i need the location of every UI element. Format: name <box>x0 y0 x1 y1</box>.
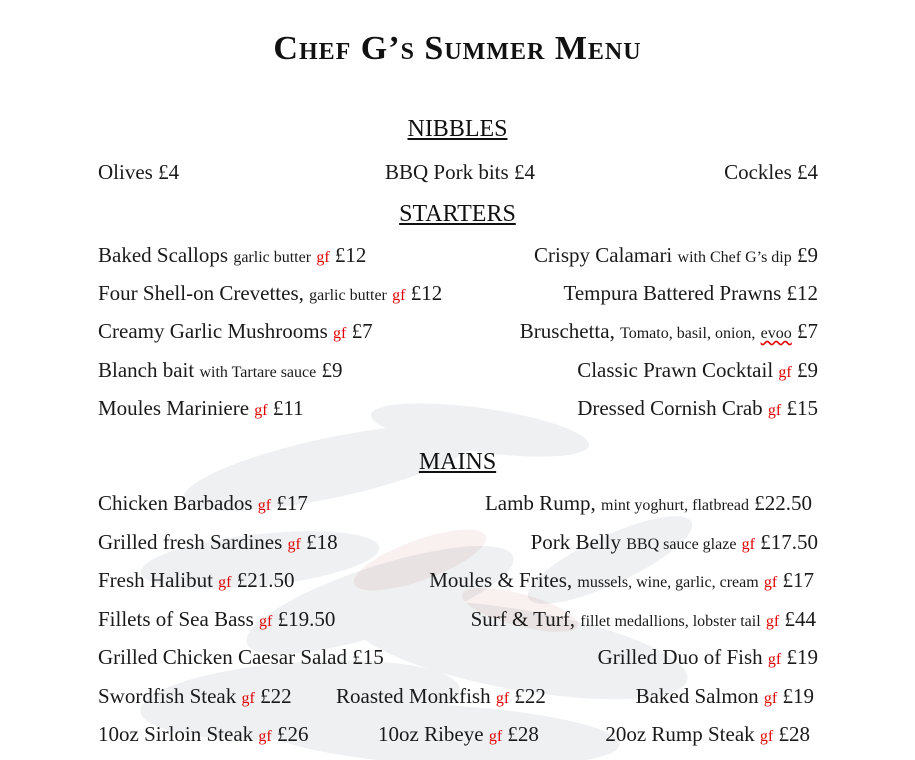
starters-row-5 <box>98 396 818 426</box>
menu-item-10oz-ribeye: 10oz Ribeye gf £28 <box>378 722 539 746</box>
mains-row-4 <box>98 607 818 637</box>
starters-row-2 <box>98 281 818 311</box>
menu-item-20oz-rump-steak: 20oz Rump Steak gf £28 <box>605 722 810 746</box>
mains-row-1 <box>98 491 818 521</box>
menu-item-creamy-garlic-mushrooms: Creamy Garlic Mushrooms gf £7 <box>98 319 373 343</box>
menu-item-four-shell-on-crevettes: Four Shell-on Crevettes, garlic butter gf £12 <box>98 281 443 305</box>
menu-item-dressed-cornish-crab: Dressed Cornish Crab gf £15 <box>577 396 818 420</box>
starters-heading: STARTERS <box>399 201 516 227</box>
menu-item-blanch-bait: Blanch bait with Tartare sauce £9 <box>98 358 343 382</box>
menu-item-baked-scallops: Baked Scallops garlic butter gf £12 <box>98 243 367 267</box>
mains-row-2 <box>98 530 818 560</box>
menu-title: Chef G’s Summer Menu <box>273 30 642 67</box>
starters-row-4 <box>98 358 818 388</box>
menu-item-tempura-battered-prawns: Tempura Battered Prawns £12 <box>563 281 818 305</box>
menu-item-baked-salmon: Baked Salmon gf £19 <box>635 684 814 708</box>
menu-item-fresh-halibut: Fresh Halibut gf £21.50 <box>98 568 295 592</box>
mains-heading: MAINS <box>418 449 497 475</box>
menu-item-grilled-fresh-sardines: Grilled fresh Sardines gf £18 <box>98 530 338 554</box>
menu-item-swordfish-steak: Swordfish Steak gf £22 <box>98 684 292 708</box>
menu-item-grilled-duo-of-fish: Grilled Duo of Fish gf £19 <box>597 645 818 669</box>
menu-item-10oz-sirloin-steak: 10oz Sirloin Steak gf £26 <box>98 722 309 746</box>
menu-item-moules-frites: Moules & Frites, mussels, wine, garlic, cream gf £17 <box>429 568 814 592</box>
nibbles-heading: NIBBLES <box>407 116 508 142</box>
menu-item-lamb-rump: Lamb Rump, mint yoghurt, flatbread £22.50 <box>484 491 812 515</box>
menu-item-chicken-barbados: Chicken Barbados gf £17 <box>98 491 308 515</box>
menu-item-grilled-chicken-caesar-salad: Grilled Chicken Caesar Salad £15 <box>98 645 384 669</box>
menu-item-crispy-calamari: Crispy Calamari with Chef G’s dip £9 <box>534 243 818 267</box>
nibbles-row <box>98 160 818 190</box>
menu-item-fillets-of-sea-bass: Fillets of Sea Bass gf £19.50 <box>98 607 336 631</box>
mains-row-6 <box>98 684 818 714</box>
menu-item-classic-prawn-cocktail: Classic Prawn Cocktail gf £9 <box>577 358 818 382</box>
menu-item-moules-mariniere: Moules Mariniere gf £11 <box>98 396 304 420</box>
menu-item-roasted-monkfish: Roasted Monkfish gf £22 <box>336 684 546 708</box>
menu-item-olives: Olives £4 <box>98 160 180 184</box>
menu-item-bruschetta: Bruschetta, Tomato, basil, onion, evoo £7 <box>519 319 818 343</box>
mains-row-5 <box>98 645 818 675</box>
menu-item-surf-and-turf: Surf & Turf, fillet medallions, lobster tail gf £44 <box>470 607 816 631</box>
menu-item-bbq-pork-bits: BBQ Pork bits £4 <box>385 160 535 184</box>
menu-item-cockles: Cockles £4 <box>724 160 818 184</box>
mains-row-7 <box>98 722 818 752</box>
starters-row-1 <box>98 243 818 273</box>
mains-row-3 <box>98 568 818 598</box>
starters-row-3 <box>98 319 818 349</box>
menu-item-pork-belly: Pork Belly BBQ sauce glaze gf £17.50 <box>530 530 818 554</box>
